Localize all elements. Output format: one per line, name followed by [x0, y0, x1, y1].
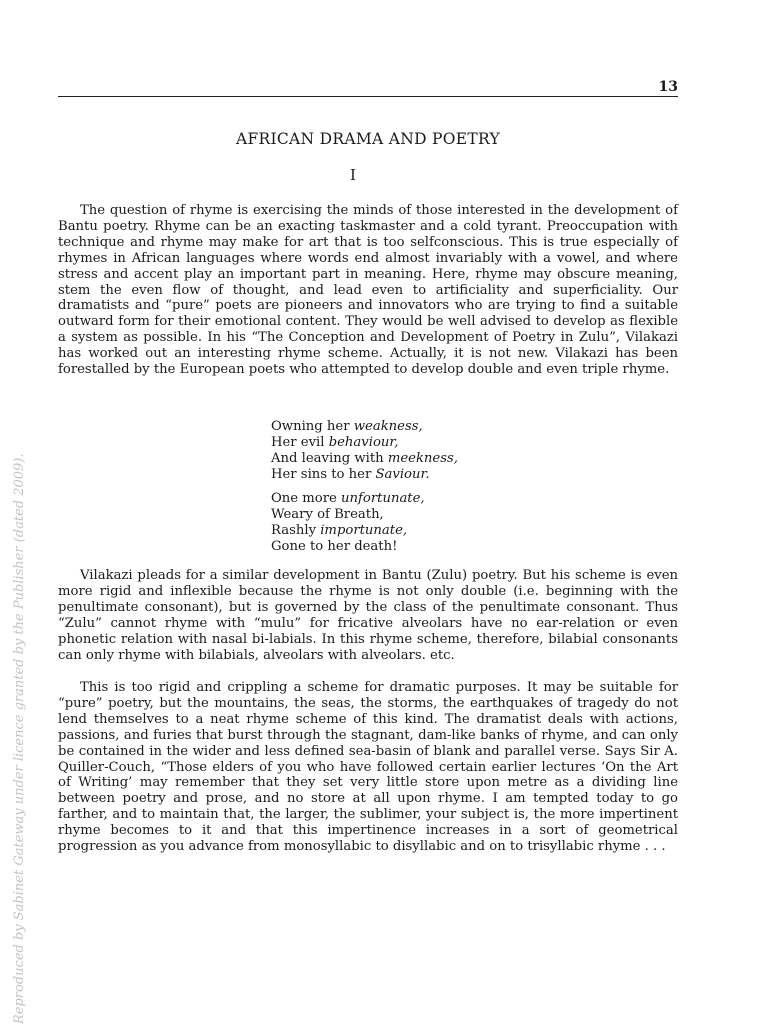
poem-line: One more unfortunate, — [271, 491, 425, 506]
poem-stanza-2 — [271, 491, 425, 555]
poem-line: Her sins to her Saviour. — [271, 466, 430, 482]
poem-line: Weary of Breath, — [271, 506, 384, 522]
watermark: Reproduced by Sabinet Gateway under licence granted by the Publisher (dated 2009). — [12, 453, 27, 1024]
poem-line: And leaving with meekness, — [271, 450, 458, 466]
poem-line: Owning her weakness, — [271, 419, 423, 434]
paragraph-2: Vilakazi pleads for a similar development in Bantu (Zulu) poetry. But his scheme is even more rigid and inflexible because the rhyme is not only double (i.e. beginning with the penultimate consonant), but is governed by the class of the penultimate consonant. Thus “Zulu” cannot rhyme with “mulu” for fricative alveolars have no ear-relation or even phonetic relation with nasal bi-labials. In this rhyme scheme, therefore, bilabial consonants can only rhyme with bilabials, alveolars with alveolars. etc. — [58, 568, 678, 663]
page-title: AFRICAN DRAMA AND POETRY — [235, 130, 501, 148]
page-number: 13 — [658, 79, 678, 95]
section-heading: I — [350, 166, 356, 184]
poem-stanza-1 — [271, 419, 458, 483]
paragraph-1: The question of rhyme is exercising the minds of those interested in the development of Bantu poetry. Rhyme can be an exacting taskmaster and a cold tyrant. Preoccupation with technique and rhyme may make for art that is too selfconscious. This is true especially of rhymes in African languages where words end almost invariably with a vowel, and where stress and accent play an important part in meaning. Here, rhyme may obscure meaning, stem the even flow of thought, and lead even to artificiality and superficiality. Our dramatists and “pure” poets are pioneers and innovators who are trying to find a suitable outward form for their emotional content. They would be well advised to develop as flexible a system as possible. In his “The Conception and Development of Poetry in Zulu”, Vilakazi has worked out an interesting rhyme scheme. Actually, it is not new. Vilakazi has been forestalled by the European poets who attempted to develop double and even triple rhyme. — [58, 203, 678, 378]
paragraph-3: This is too rigid and crippling a scheme for dramatic purposes. It may be suitable for “pure” poetry, but the mountains, the seas, the storms, the earthquakes of tragedy do not lend themselves to a neat rhyme scheme of this kind. The dramatist deals with actions, passions, and furies that burst through the stagnant, dam-like banks of rhyme, and can only be contained in the wider and less defined sea-basin of blank and parallel verse. Says Sir A. Quiller-Couch, “Those elders of you who have followed certain earlier lectures ‘On the Art of Writing’ may remember that they set very little store upon metre as a dividing line between poetry and prose, and no store at all upon rhyme. I am tempted today to go farther, and to maintain that, the larger, the sublimer, your subject is, the more impertinent rhyme becomes to it and that this impertinence increases in a sort of geometrical progression as you advance from monosyllabic to disyllabic and on to trisyllabic rhyme . . . — [58, 680, 678, 855]
header-rule — [58, 96, 678, 97]
poem-line: Gone to her death! — [271, 538, 398, 554]
poem-line: Rashly importunate, — [271, 522, 408, 538]
poem-line: Her evil behaviour, — [271, 434, 399, 450]
